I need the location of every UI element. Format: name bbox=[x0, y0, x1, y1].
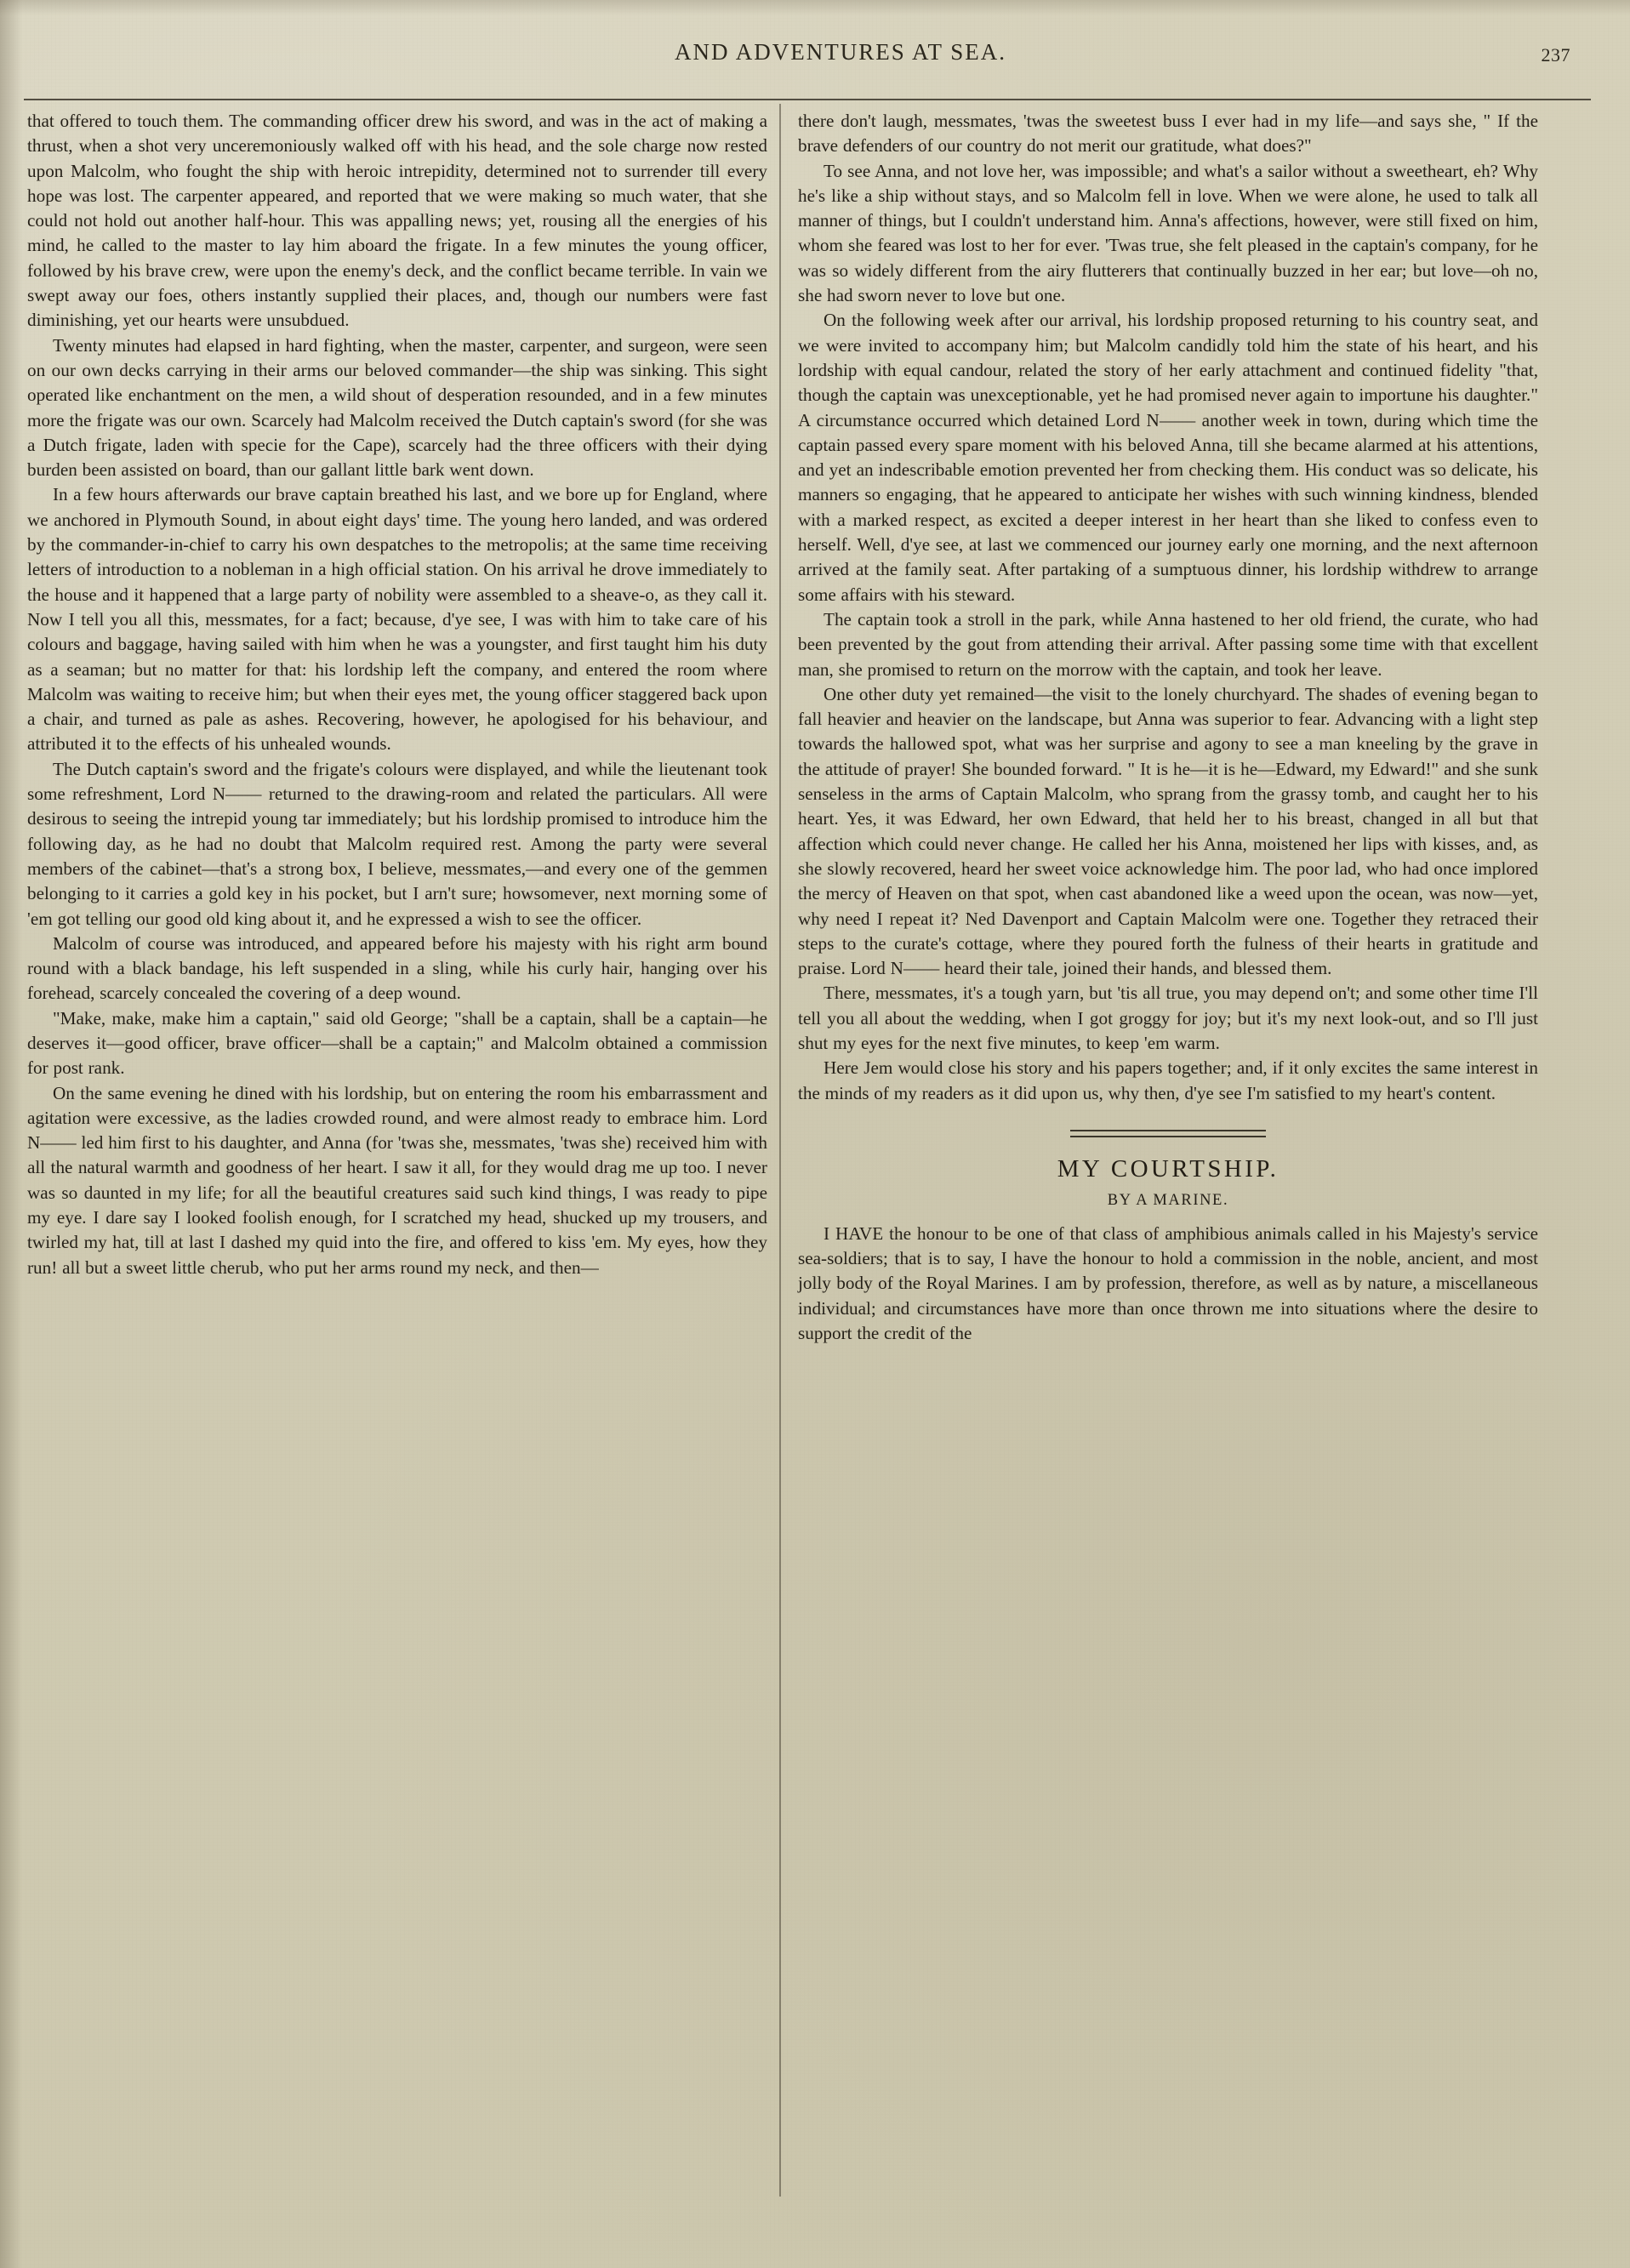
column-divider-rule bbox=[779, 104, 781, 2197]
paragraph: One other duty yet remained—the visit to the lonely churchyard. The shades of evening began to fall heavier and heavier on the landscape, but Anna was superior to fear. Advancing with a light step towards the hallowed spot, what was her surprise and agony to see a man kneeling by the grave in the attitude of prayer! She bounded forward. " It is he—it is he—Edward, my Edward!" and she sunk senseless in the arms of Captain Malcolm, who sprang from the grassy tomb, and caught her to his heart. Yes, it was Edward, her own Edward, that held her to his breast, changed in all but that affection which could never change. He called her his Anna, moistened her lips with kisses, and, as she slowly recovered, heard her sweet voice acknowledge him. The poor lad, who had once implored the mercy of Heaven on that spot, when cast abandoned like a weed upon the ocean, was now—yet, why need I repeat it? Ned Davenport and Captain Malcolm were one. Together they retraced their steps to the curate's cottage, where they poured forth the fulness of their hearts in gratitude and praise. Lord N—— heard their tale, joined their hands, and blessed them. bbox=[798, 683, 1538, 979]
header-rule bbox=[24, 99, 1591, 100]
paragraph: Here Jem would close his story and his papers together; and, if it only excites the same interest in the minds of my readers as it did upon us, why then, d'ye see I'm satisfied to my heart's content. bbox=[798, 1057, 1538, 1103]
page-number: 237 bbox=[1541, 44, 1570, 66]
page-edge-shadow-top bbox=[0, 0, 1630, 15]
article-divider bbox=[798, 1126, 1538, 1142]
paragraph: In a few hours afterwards our brave captain breathed his last, and we bore up for England, where we anchored in Plymouth Sound, in about eight days' time. The young hero landed, and was ordered by the commander-in-chief to carry his own despatches to the metropolis; at the same time receiving letters of introduction to a nobleman in a high official station. On his arrival he drove immediately to the house and it happened that a large party of nobility were assembled to a sheave-o, as they call it. Now I tell you all this, messmates, for a fact; because, d'ye see, I was with him to take care of his colours and baggage, having sailed with him when he was a youngster, and first taught him his duty as a seaman; but no matter for that: his lordship left the company, and entered the room where Malcolm was waiting to receive him; but when their eyes met, the young officer staggered back upon a chair, and turned as pale as ashes. Recovering, however, he apologised for his behaviour, and attributed it to the effects of his unhealed wounds. bbox=[27, 484, 767, 755]
running-head bbox=[102, 39, 1579, 73]
article-title: MY COURTSHIP. bbox=[1057, 1154, 1279, 1182]
paragraph: that offered to touch them. The commanding officer drew his sword, and was in the act of making a thrust, when a shot very unceremoniously walked off with his head, and the sole charge now rested upon Malcolm, who fought the ship with heroic intrepidity, determined not to surrender till every hope was lost. The carpenter appeared, and reported that we were making so much water, that she could not hold out another half-hour. This was appalling news; yet, rousing all the energies of his mind, he called to the master to lay him aboard the frigate. In a few minutes the young officer, followed by his brave crew, were upon the enemy's deck, and the conflict became terrible. In vain we swept away our foes, others instantly supplied their places, and, though our numbers were fast diminishing, yet our hearts were unsubdued. bbox=[27, 111, 767, 331]
show-through-smudge bbox=[51, 2227, 55, 2246]
paragraph: On the same evening he dined with his lordship, but on entering the room his embarrassment and agitation were excessive, as the ladies crowded round, and were almost ready to embrace him. Lord N—— led him first to his daughter, and Anna (for 'twas she, messmates, 'twas she) received him with all the natural warmth and goodness of her heart. I saw it all, for they would drag me up too. I never was so daunted in my life; for all the beautiful creatures said such kind things, I was ready to pipe my eye. I dare say I looked foolish enough, for I scratched my head, shucked up my trousers, and twirled my hat, till at last I dashed my quid into the fire, and offered to kiss 'em. My eyes, how they run! all but a sweet little cherub, who put her arms round my neck, and then— bbox=[27, 1082, 767, 1278]
paragraph: To see Anna, and not love her, was impossible; and what's a sailor without a sweetheart, eh? Why he's like a ship without stays, and so Malcolm fell in love. When we were alone, he used to talk all manner of things, but I couldn't understand him. Anna's affections, however, were still fixed on him, whom she feared was lost to her for ever. 'Twas true, she felt pleased in the captain's company, for he was so widely different from the airy flutterers that continually buzzed in her ear; but love—oh no, she had sworn never to love but one. bbox=[798, 160, 1538, 306]
paragraph: There, messmates, it's a tough yarn, but 'tis all true, you may depend on't; and some other time I'll tell you all about the wedding, when I got groggy for joy; but it's my next look-out, and so I'll just shut my eyes for the next five minutes, to keep 'em warm. bbox=[798, 983, 1538, 1053]
paragraph: The Dutch captain's sword and the frigate's colours were displayed, and while the lieutenant took some refreshment, Lord N—— returned to the drawing-room and related the particulars. All were desirous to seeing the intrepid young tar immediately; but his lordship promised to introduce him the following day, as he had no doubt that Malcolm required rest. Among the party were several members of the cabinet—that's a strong box, I believe, messmates,—and every one of the gemmen belonging to it carries a gold key in his pocket, but I arn't sure; howsomever, next morning some of 'em got telling our good old king about it, and he expressed a wish to see the officer. bbox=[27, 758, 767, 929]
paragraph: Twenty minutes had elapsed in hard fighting, when the master, carpenter, and surgeon, were seen on our own decks carrying in their arms our beloved commander—the ship was sinking. This sight operated like enchantment on the men, a wild shout of desperation resounded, and in a few minutes more the frigate was our own. Scarcely had Malcolm received the Dutch captain's sword (for she was a Dutch frigate, laden with specie for the Cape), scarcely had the three officers with their dying burden been assisted on board, than our gallant little bark went down. bbox=[27, 334, 767, 481]
left-column bbox=[27, 109, 767, 1280]
paragraph: there don't laugh, messmates, 'twas the sweetest buss I ever had in my life—and says she, " If the brave defenders of our country do not merit our gratitude, what does?" bbox=[798, 111, 1538, 157]
paragraph: "Make, make, make him a captain," said old George; "shall be a captain, shall be a captain—he deserves it—good officer, brave officer—shall be a captain;" and Malcolm obtained a commission for post rank. bbox=[27, 1007, 767, 1079]
page-edge-shadow-left bbox=[0, 0, 22, 2268]
paragraph: The captain took a stroll in the park, while Anna hastened to her old friend, the curate, who had been prevented by the gout from attending their arrival. After passing some time with that excellent man, she promised to return on the morrow with the captain, and took her leave. bbox=[798, 608, 1538, 680]
right-column bbox=[798, 109, 1538, 1346]
paragraph: Malcolm of course was introduced, and appeared before his majesty with his right arm bound round with a black bandage, his left suspended in a sling, while his curly hair, hanging over his forehead, scarcely concealed the covering of a deep wound. bbox=[27, 932, 767, 1004]
lead-text: the honour to be one of that class of amphibious animals called in his Majesty's service sea-soldiers; that is to say, I have the honour to hold a commission in the noble, ancient, and most jolly body of the Royal Marines. I am by profession, therefore, as well as by nature, a miscellaneous individual; and circumstances have more than once thrown me into situations where the desire to support the credit of the bbox=[798, 1222, 1538, 1344]
paragraph: On the following week after our arrival, his lordship proposed returning to his country seat, and we were invited to accompany him; but Malcolm candidly told him the state of his heart, and his lordship with equal candour, related the story of her early attachment and continued fidelity "that, though the captain was unexceptionable, yet he had promised never again to importune his daughter." A circumstance occurred which detained Lord N—— another week in town, during which time the captain passed every spare moment with his beloved Anna, till she became alarmed at his attentions, and yet an indescribable emotion prevented her from checking them. His conduct was so delicate, his manners so engaging, that he appeared to anticipate her wishes with such winning kindness, blended with a marked respect, as excited a deeper interest in her heart than she liked to confess even to herself. Well, d'ye see, at last we commenced our journey early one morning, and the next afternoon arrived at the family seat. After partaking of a sumptuous dinner, his lordship withdrew to arrange some affairs with his steward. bbox=[798, 310, 1538, 605]
running-title: AND ADVENTURES AT SEA. bbox=[674, 39, 1007, 65]
lead-smallcaps: I HAVE bbox=[824, 1222, 884, 1244]
article-byline: BY A MARINE. bbox=[1107, 1191, 1229, 1209]
article-lead-paragraph bbox=[798, 1222, 1538, 1346]
double-rule bbox=[1070, 1130, 1266, 1137]
